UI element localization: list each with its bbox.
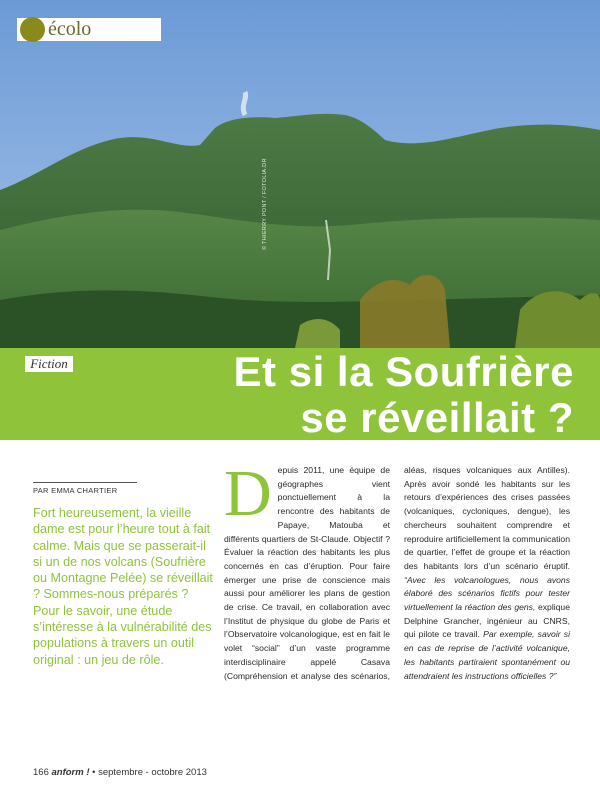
quote-part-2: Par exemple, savoir si en cas de reprise de l’activité volcanique, les habitants partiraient spontanément ou attendraient les instructions officielles ?” (404, 629, 570, 681)
section-label: écolo (48, 18, 92, 40)
body-text: epuis 2011, une équipe de géographes vient ponctuellement à la rencontre des habitants de Papaye, Matouba et différents quartiers de St-Claude. Objectif ? Évaluer la réaction des habitants les plus concernés en cas d’éruption. Pour faire émerger une prise de conscience mais aussi pour améliorer les plans de gestion de crise. Ce travail, en collaboration avec l’Institut de physique du globe de Paris et l’Observatoire volcanologique, est en fait le volet “social” d’un vaste programme interdisciplinaire appelé Casava (Compréhension et analyse des scénarios, aléas, risques volcaniques aux Antilles). Après avoir sondé les habitants sur les retours d’expériences des crises passées (volcaniques, cycloniques, dengue), les chercheurs souhaitent comprendre et reproduire artificiellement la communication de quartier, l’effet de groupe et la réaction des habitants lors d’un scénario éruptif. (224, 465, 570, 681)
hero-photo (0, 0, 600, 348)
body-text-mid: explique Delphine Grancher, ingénieur au CNRS, qui pilote ce travail. (404, 602, 570, 640)
article-title-line-2: se réveillait ? (300, 394, 574, 441)
page-footer (33, 767, 207, 778)
page-number: 166 (33, 767, 49, 778)
dropcap: D (224, 457, 272, 530)
byline-rule (33, 482, 137, 483)
article-title-line-1: Et si la Soufrière (233, 348, 574, 395)
fiction-label: Fiction (30, 356, 68, 371)
article-paragraph (224, 457, 570, 683)
lede-paragraph: Fort heureusement, la vieille dame est pour l’heure tout à fait calme. Mais que se passerait-il si un de nos volcans (Soufrière ou Montagne Pelée) se réveillait ? Sommes-nous préparés ? Pour le savoir, une étude s’intéresse à la vulnérabilité des populations à travers un outil original : un jeu de rôle. (33, 506, 213, 667)
section-dot-icon (20, 17, 45, 42)
issue-date: • septembre - octobre 2013 (92, 767, 207, 778)
byline: PAR EMMA CHARTIER (33, 486, 118, 495)
fiction-tag (25, 356, 73, 372)
quote-part-1: “Avec les volcanologues, nous avons élaboré des scénarios fictifs pour tester virtuellement la réaction des gens, (404, 574, 570, 613)
section-tag (17, 18, 161, 41)
magazine-name: anform ! (51, 767, 90, 778)
article-body (224, 457, 570, 789)
photo-credit: © THIERRY PONT / FOTOLIA.DR (262, 158, 268, 250)
